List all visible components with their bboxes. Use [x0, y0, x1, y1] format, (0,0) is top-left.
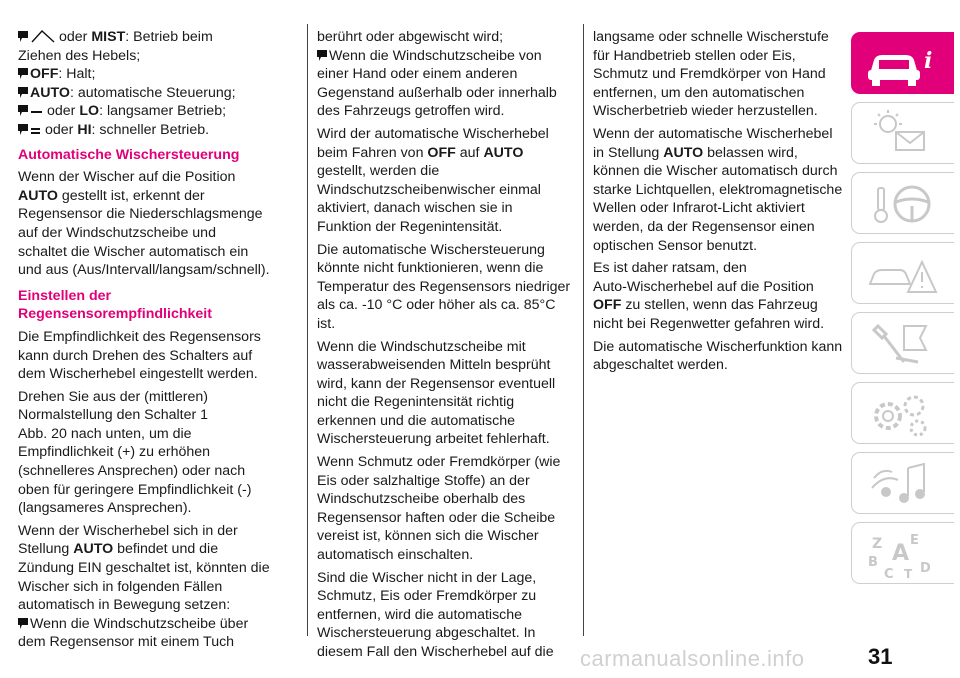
paragraph: Es ist daher ratsam, den Auto-Wischerhebel auf die Position OFF zu stellen, wenn das Fahrzeug nicht bei Regenwetter gefahren wird.: [593, 260, 825, 332]
watermark: carmanualsonline.info: [580, 646, 805, 671]
off-line: OFF: Halt;: [18, 65, 298, 84]
text-column-1: [18, 28, 298, 652]
car-info-icon: [864, 38, 944, 90]
bullet-marker-icon: [18, 618, 28, 629]
lights-warning-icon: [864, 108, 944, 160]
section-heading-auto-wiper: Automatische Wischersteuerung: [18, 146, 240, 163]
text-column-2: berührt oder abgewischt wird; Wenn die Windschutzscheibe von einer Hand oder einem anderen Gegenstand außerhalb oder innerhalb des Fahrzeugs getroffen wird. Wird der automatische Wischerhebel beim Fahren von OFF auf AUTO gestellt, werden die Windschutzscheibenwischer einmal aktiviert, danach wischen sie in Funktion der Regenintensität. Die automatische Wischersteuerung könnte nicht funktionieren, wenn die Temperatur des Regensensors niedriger als ca. -10 °C oder höher als ca. 85°C ist. Wenn die Windschutzscheibe mit wasserabweisenden Mitteln besprüht wird, kann der Regensensor eventuell nicht die Regenintensität richtig erkennen und die automatische Wischersteuerung arbeitet fehlerhaft. Wenn Schmutz oder Fremdkörper (wie Eis oder salzhaltige Stoffe) an der Windschutzscheibe oberhalb des Regensensor haften oder die Scheibe vereist ist, können sich die Wischer automatisch einschalten. Sind die Wischer nicht in der Lage, Schmutz, Eis oder Fremdkörper zu entfernen, wird die automatische Wischersteuerung abgeschaltet. In diesem Fall den Wischerhebel auf die: [317, 28, 582, 662]
tab-key-steering[interactable]: [851, 172, 954, 234]
mist-line: oder MIST: Betrieb beim: [18, 28, 298, 47]
svg-text:E: E: [910, 533, 919, 548]
lever-marker-icon: [18, 124, 28, 135]
paragraph: Die Empfindlichkeit des Regensensors kann durch Drehen des Schalters auf dem Wischerhebel eingestellt werden.: [18, 328, 261, 383]
mist-symbol-icon: [30, 29, 56, 43]
lever-marker-icon: [18, 105, 28, 116]
column-divider-1: [307, 24, 308, 636]
paragraph: Die automatische Wischersteuerung könnte nicht funktionieren, wenn die Temperatur des Regensensors niedriger als ca. -10 °C oder höher als ca. 85°C ist.: [317, 241, 571, 332]
hi-line: oder HI: schneller Betrieb.: [18, 121, 298, 140]
tools-icon: [864, 318, 944, 370]
crash-warning-icon: [864, 248, 944, 300]
lever-marker-icon: [18, 31, 28, 42]
paragraph: Wenn der Wischer auf die Position AUTO gestellt ist, erkennt der Regensensor die Niederschlagsmenge auf der Windschutzscheibe und schaltet die Wischer automatisch ein und aus (Aus/Intervall/langsam/schnell).: [18, 169, 270, 279]
tab-index[interactable]: [851, 522, 954, 584]
svg-text:B: B: [868, 555, 878, 570]
tab-car-info[interactable]: [851, 32, 954, 94]
paragraph: Wenn der automatische Wischerhebel in Stellung AUTO belassen wird, können die Wischer automatisch durch starke Lichtquellen, elektromagnetische Wellen oder Infrarot-Licht aktiviert werden, da der Regensensor einen optischen Sensor benutzt.: [593, 125, 843, 254]
svg-text:T: T: [904, 567, 913, 580]
key-steering-icon: [864, 178, 944, 230]
text-column-3: langsame oder schnelle Wischerstufe für Handbetrieb stellen oder Eis, Schmutz und Fremdkörper von Hand entfernen, um den automatischen Wischerbetrieb wieder herzustellen. Wenn der automatische Wischerhebel in Stellung AUTO belassen wird, können die Wischer automatisch durch starke Lichtquellen, elektromagnetische Wellen oder Infrarot-Licht aktiviert werden, da der Regensensor einen optischen Sensor benutzt. Es ist daher ratsam, den Auto-Wischerhebel auf die Position OFF zu stellen, wenn das Fahrzeug nicht bei Regenwetter gefahren wird. Die automatische Wischerfunktion kann abgeschaltet werden.: [593, 29, 843, 374]
tab-crash[interactable]: [851, 242, 954, 304]
section-heading-sensitivity: Einstellen der Regensensorempfindlichkeit: [18, 287, 212, 323]
bullet-marker-icon: [317, 50, 327, 61]
tab-lights[interactable]: [851, 102, 954, 164]
radio-music-icon: [864, 458, 944, 510]
paragraph: Wenn der Wischerhebel sich in der Stellung AUTO befindet und die Zündung EIN geschaltet ist, könnten die Wischer sich in folgenden Fällen automatisch in Bewegung setzen: Wenn die Windschutzscheibe über dem Regensensor mit einem Tuch: [18, 522, 270, 651]
page-number: 31: [868, 644, 893, 669]
svg-text:i: i: [924, 48, 933, 74]
tab-gears[interactable]: [851, 382, 954, 444]
chapter-tabs: [851, 32, 960, 592]
alphabet-index-icon: [864, 528, 944, 580]
gears-icon: [864, 388, 944, 440]
single-dash-icon: [30, 105, 44, 117]
paragraph: Sind die Wischer nicht in der Lage, Schmutz, Eis oder Fremdkörper zu entfernen, wird die automatische Wischersteuerung abgeschaltet. In diesem Fall den Wischerhebel auf die: [317, 569, 554, 660]
lever-marker-icon: [18, 87, 28, 98]
svg-text:D: D: [920, 561, 931, 576]
svg-text:C: C: [884, 567, 894, 580]
mist-line-cont: Ziehen des Hebels;: [18, 47, 141, 64]
auto-line: AUTO: automatische Steuerung;: [18, 84, 298, 103]
double-dash-icon: [30, 124, 42, 136]
svg-text:A: A: [892, 541, 910, 566]
svg-text:Z: Z: [872, 536, 883, 552]
paragraph: Wenn Schmutz oder Fremdkörper (wie Eis oder salzhaltige Stoffe) an der Windschutzscheibe oberhalb des Regensensor haften oder die Scheibe vereist ist, können sich die Wischer automatisch einschalten.: [317, 454, 561, 564]
tab-tools[interactable]: [851, 312, 954, 374]
lo-line: oder LO: langsamer Betrieb;: [18, 102, 298, 121]
column-divider-2: [583, 24, 584, 636]
tab-radio-music[interactable]: [851, 452, 954, 514]
paragraph: Die automatische Wischerfunktion kann abgeschaltet werden.: [593, 338, 843, 374]
lever-marker-icon: [18, 68, 28, 79]
paragraph: Wenn die Windschutzscheibe mit wasserabweisenden Mitteln besprüht wird, kann der Regensensor eventuell nicht die Regenintensität richtig erkennen und die automatische Wischersteuerung arbeitet fehlerhaft.: [317, 338, 556, 448]
paragraph: Drehen Sie aus der (mittleren) Normalstellung den Schalter 1 Abb. 20 nach unten, um die Empfindlichkeit (+) zu erhöhen (schnelleres Ansprechen) oder nach oben für geringere Empfindlichkeit (-) (langsameres Ansprechen).: [18, 388, 252, 517]
paragraph: Wird der automatische Wischerhebel beim Fahren von OFF auf AUTO gestellt, werden die Windschutzscheibenwischer einmal aktiviert, danach wischen sie in Funktion der Regenintensität.: [317, 125, 549, 235]
